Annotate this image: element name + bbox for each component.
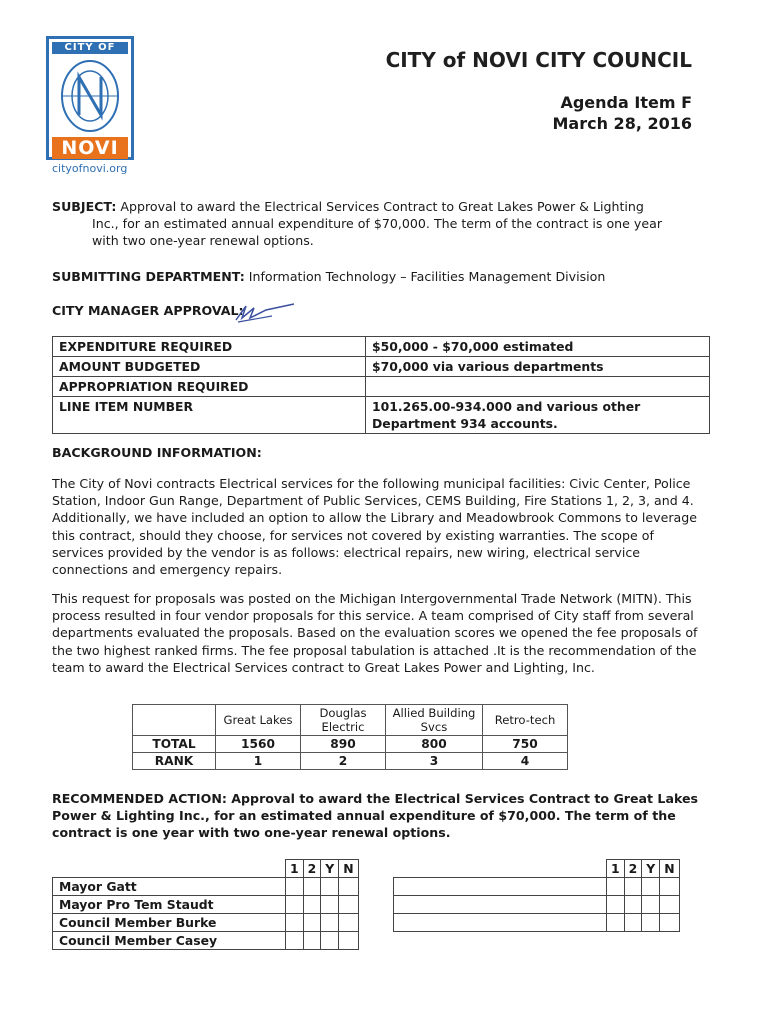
vote-col-1: 1 [286,860,304,878]
vote-cell [660,914,679,932]
total-allied: 800 [386,736,483,753]
proposal-scores-table [132,704,568,770]
total-retrotech: 750 [483,736,568,753]
city-website: cityofnovi.org [52,162,128,175]
amount-budgeted-value: $70,000 via various departments [366,357,710,377]
city-logo [46,36,134,160]
vote-cell [286,914,304,932]
vote-table-right [393,859,680,932]
vote-cell [321,932,339,950]
logo-bottom-text: NOVI [52,137,128,159]
vote-cell [339,878,358,896]
vote-header-blank [53,860,286,878]
recommended-action [52,790,702,841]
line-item-label: LINE ITEM NUMBER [53,397,366,434]
vote-cell [660,896,679,914]
agenda-item: Agenda Item F [560,93,692,112]
table-row [53,896,359,914]
logo-top-text: CITY OF [52,42,128,54]
vote-col-y: Y [321,860,339,878]
vote-header-row [53,860,359,878]
expenditure-table [52,336,710,434]
background-paragraph-2: This request for proposals was posted on the Michigan Intergovernmental Trade Network (MITN). This process resulted in four vendor proposals for this service. A team comprised of City staff from several departments evaluated the proposals. Based on the evaluation scores we opened the fee proposals of the two highest ranked firms. The fee proposal tabulation is attached .It is the recommendation of the team to award the Electrical Services contract to Great Lakes Power and Lighting, Inc. [52,591,698,675]
subject-line-1: Approval to award the Electrical Services Contract to Great Lakes Power & Lighting [120,199,644,214]
member-name: Mayor Gatt [53,878,286,896]
department-value: Information Technology – Facilities Management Division [248,269,606,284]
member-name: Mayor Pro Tem Staudt [53,896,286,914]
table-row [394,914,680,932]
rank-great-lakes: 1 [216,753,301,770]
table-row [53,878,359,896]
member-name: Council Member Burke [53,914,286,932]
vote-cell [321,878,339,896]
recommended-text: Approval to award the Electrical Services Contract to Great Lakes Power & Lighting Inc., for an estimated annual expenditure of $70,000. The term of the contract is one year with two one-year renewal options. [52,791,699,840]
meeting-date: March 28, 2016 [552,114,692,133]
expenditure-required-label: EXPENDITURE REQUIRED [53,337,366,357]
vote-cell [303,896,321,914]
logo-emblem [57,57,123,135]
score-header-great-lakes: Great Lakes [216,705,301,736]
table-row [394,878,680,896]
vote-cell [286,932,304,950]
agenda-block [553,92,693,134]
logo-frame [46,36,134,160]
vote-cell [607,896,625,914]
department-section [52,268,702,285]
vote-cell [607,914,625,932]
vote-col-y: Y [642,860,660,878]
rank-label: RANK [133,753,216,770]
vote-cell [303,914,321,932]
table-row [133,753,568,770]
table-row [133,736,568,753]
vote-cell [286,878,304,896]
vote-cell [321,896,339,914]
table-row [53,337,710,357]
vote-cell [339,932,358,950]
total-douglas: 890 [301,736,386,753]
total-great-lakes: 1560 [216,736,301,753]
total-label: TOTAL [133,736,216,753]
table-row [394,896,680,914]
member-name-blank [394,914,607,932]
vote-cell [339,914,358,932]
vote-cell [660,878,679,896]
vote-col-n: N [660,860,679,878]
vote-table-left [52,859,359,950]
amount-budgeted-label: AMOUNT BUDGETED [53,357,366,377]
table-row [53,357,710,377]
vote-cell [339,896,358,914]
vote-cell [303,878,321,896]
subject-label: SUBJECT: [52,199,117,214]
vote-cell [642,878,660,896]
page-title: CITY of NOVI CITY COUNCIL [385,48,692,72]
score-header-blank [133,705,216,736]
subject-section [52,198,702,250]
vote-col-n: N [339,860,358,878]
vote-cell [303,932,321,950]
member-name-blank [394,878,607,896]
appropriation-required-value [366,377,710,397]
table-header-row [133,705,568,736]
vote-header-row [394,860,680,878]
expenditure-required-value: $50,000 - $70,000 estimated [366,337,710,357]
table-row [53,397,710,434]
score-header-douglas: Douglas Electric [301,705,386,736]
vote-cell [624,878,642,896]
table-row [53,377,710,397]
vote-col-1: 1 [607,860,625,878]
vote-cell [321,914,339,932]
subject-line-3: with two one-year renewal options. [92,233,314,249]
vote-cell [642,896,660,914]
table-row [53,932,359,950]
vote-cell [286,896,304,914]
member-name-blank [394,896,607,914]
rank-douglas: 2 [301,753,386,770]
department-label: SUBMITTING DEPARTMENT: [52,269,245,284]
vote-cell [624,896,642,914]
score-header-retrotech: Retro-tech [483,705,568,736]
line-item-value: 101.265.00-934.000 and various other Department 934 accounts. [366,397,710,434]
vote-cell [642,914,660,932]
signature-mark [232,300,302,324]
city-manager-label: CITY MANAGER APPROVAL: [52,303,244,318]
rank-retrotech: 4 [483,753,568,770]
vote-col-2: 2 [303,860,321,878]
subject-line-2: Inc., for an estimated annual expenditure of $70,000. The term of the contract is one year [92,216,663,232]
background-paragraph-1: The City of Novi contracts Electrical services for the following municipal facilities: Civic Center, Police Station, Indoor Gun Range, Department of Public Services, CEMS Building, Fire Stations 1, 2, 3, and 4. Additionally, we have included an option to allow the Library and Meadowbrook Commons to leverage this contract, should they choose, for services not covered by existing warranties. The scope of services provided by the vendor is as follows: electrical repairs, new wiring, electrical service connections and emergency repairs. [52,476,698,578]
score-header-allied: Allied Building Svcs [386,705,483,736]
vote-cell [624,914,642,932]
vote-cell [607,878,625,896]
table-row [53,914,359,932]
appropriation-required-label: APPROPRIATION REQUIRED [53,377,366,397]
recommended-label: RECOMMENDED ACTION: [52,791,227,806]
rank-allied: 3 [386,753,483,770]
member-name: Council Member Casey [53,932,286,950]
background-heading: BACKGROUND INFORMATION: [52,445,262,460]
vote-header-blank [394,860,607,878]
vote-col-2: 2 [624,860,642,878]
